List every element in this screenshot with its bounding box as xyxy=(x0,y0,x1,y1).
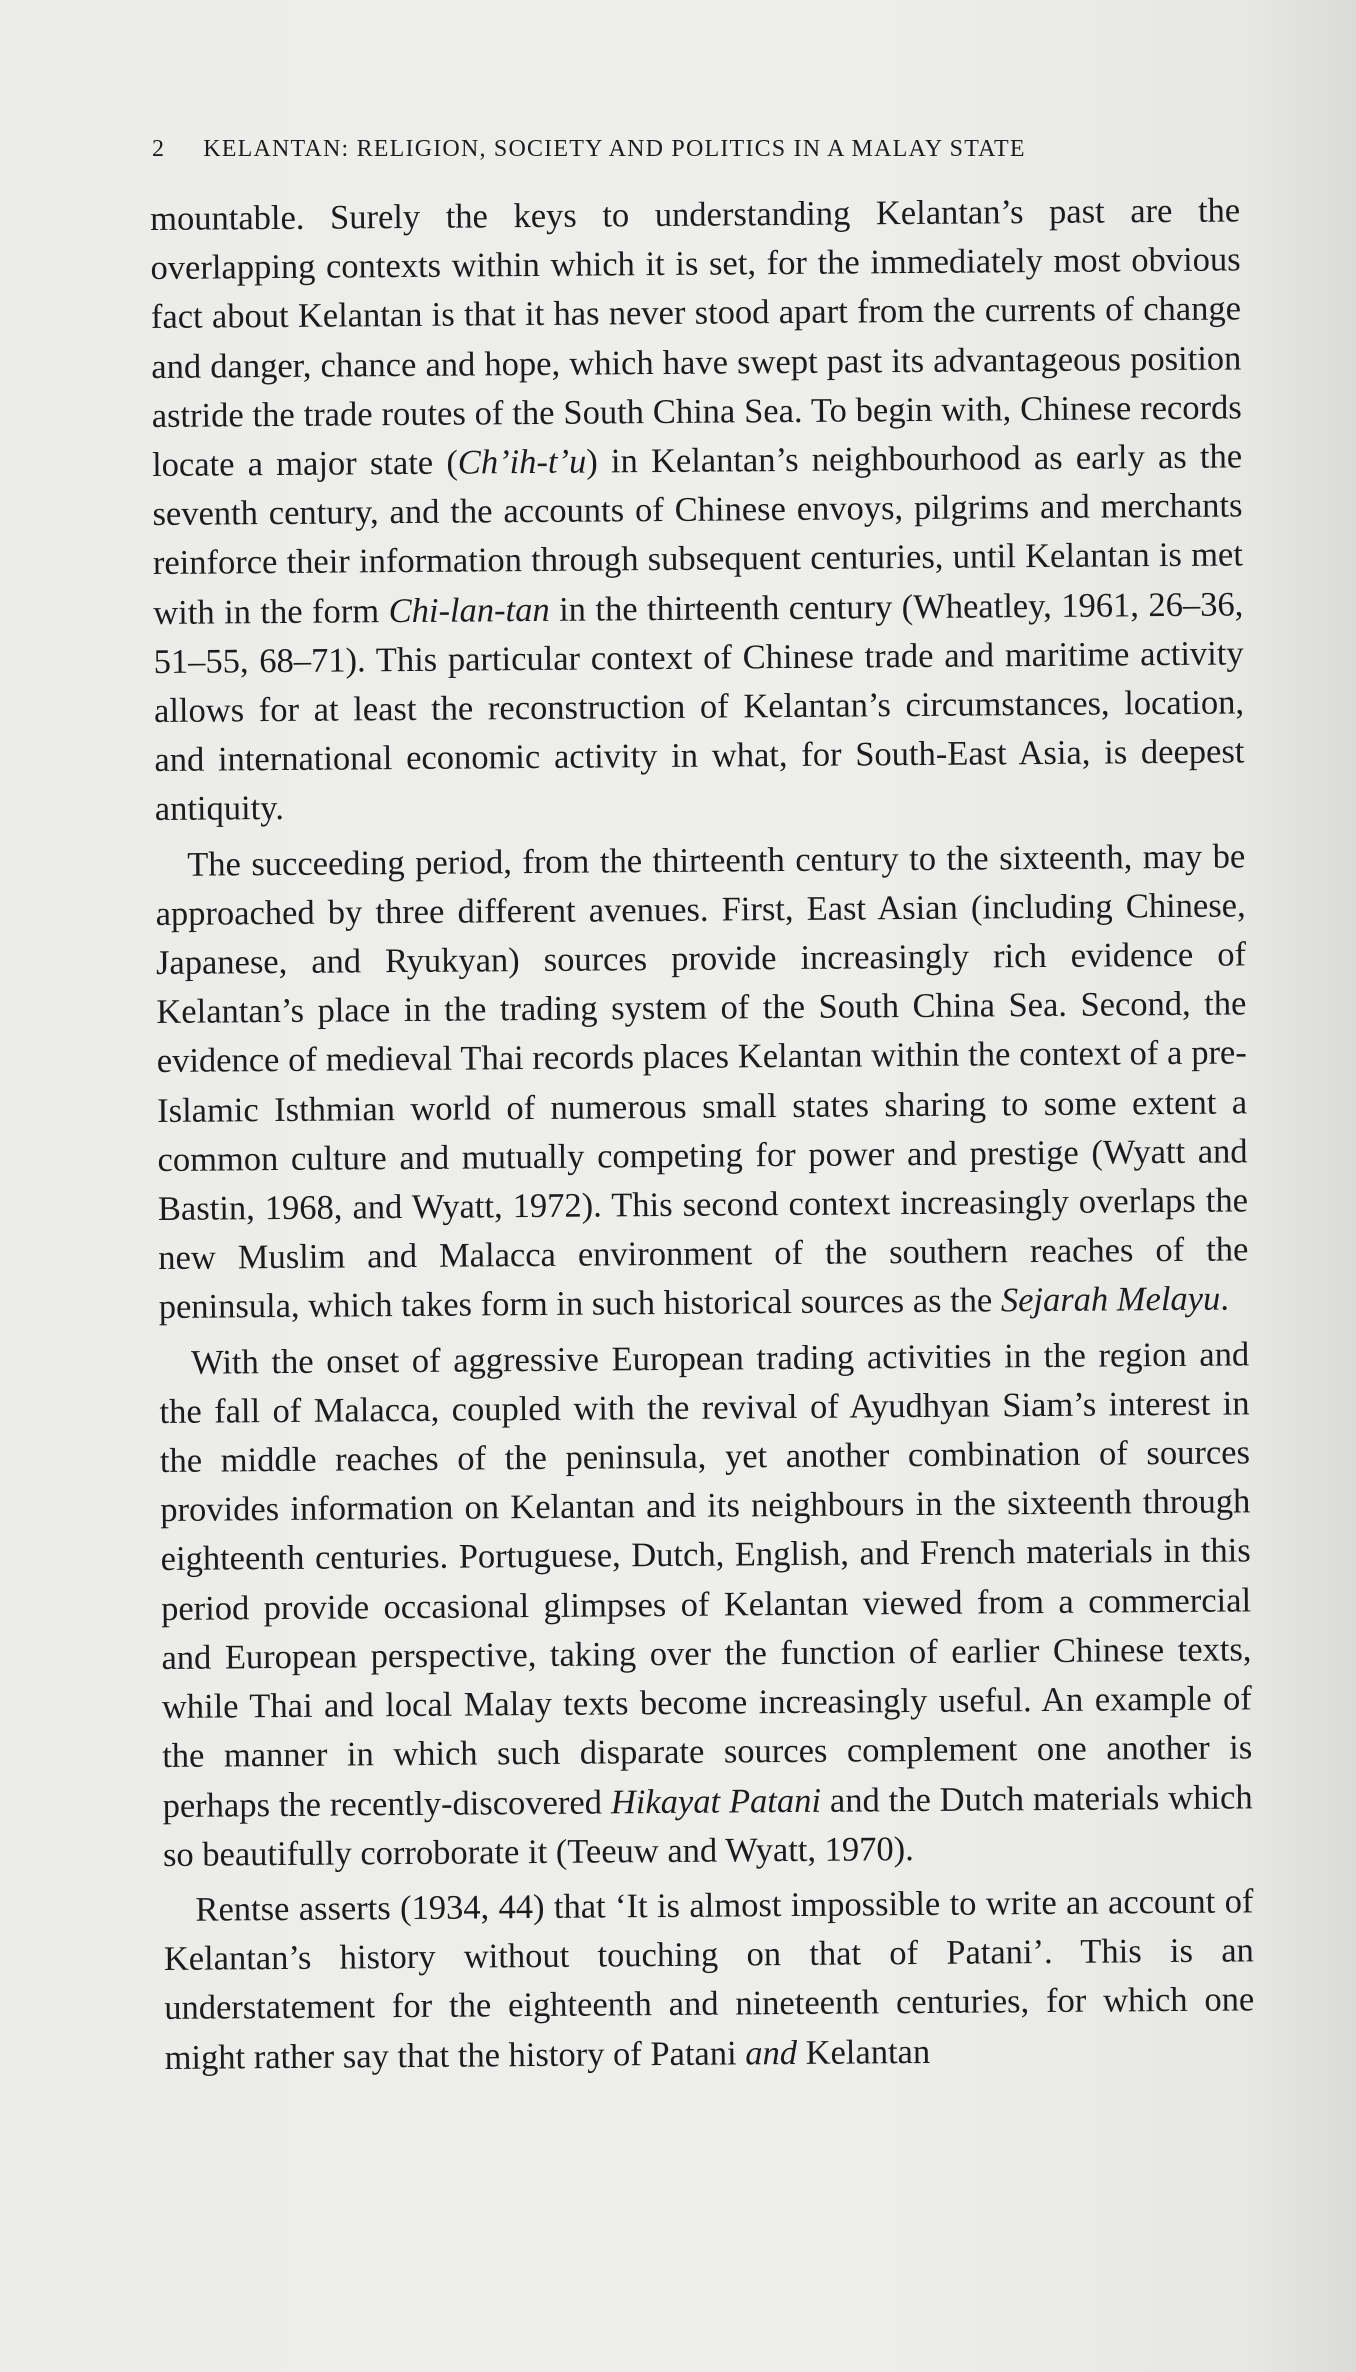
text-segment: in the thirteenth century (Wheatley, 1961, 26–36, 51–55, 68–71). This particular context of Chinese trade and maritime activity allows for at least the reconstruction of Kelantan’s circumstances, location, and international economic activity in what, for South-East Asia, is deepest antiquity. xyxy=(153,585,1245,829)
body-text xyxy=(150,186,1255,2082)
paragraph-2 xyxy=(155,832,1249,1333)
paragraph-1 xyxy=(150,186,1245,834)
italic-term: and xyxy=(745,2033,798,2072)
text-segment: ) in Kelantan’s neighbourhood as early as the seventh century, and the accounts of Chinese envoys, pilgrims and merchants reinforce their information through subsequent centuries, until Kelantan is met with in the form xyxy=(152,437,1244,632)
text-segment: With the onset of aggressive European trading activities in the region and the fall of Malacca, coupled with the revival of Ayudhyan Siam’s interest in the middle reaches of the peninsula, yet another combination of sources provides information on Kelantan and its neighbours in the sixteenth through eighteenth centuries. Portuguese, Dutch, English, and French materials in this period provide occasional glimpses of Kelantan viewed from a commercial and European perspective, taking over the function of earlier Chinese texts, while Thai and local Malay texts become increasingly useful. An example of the manner in which such disparate sources complement one another is perhaps the recently-discovered xyxy=(159,1335,1253,1825)
page-number: 2 xyxy=(152,136,164,162)
running-title: KELANTAN: RELIGION, SOCIETY AND POLITICS IN A MALAY STATE xyxy=(203,136,1026,162)
italic-term: Chi-lan-tan xyxy=(388,590,550,630)
italic-term: Ch’ih-t’u xyxy=(457,442,587,482)
text-segment: Kelantan xyxy=(796,2032,931,2072)
italic-term: Sejarah Melayu xyxy=(1000,1280,1221,1320)
italic-term: Hikayat Patani xyxy=(610,1781,822,1821)
text-segment: Rentse asserts (1934, 44) that ‘It is almost impossible to write an account of Kelantan’s history without touching on that of Patani’. This is an understatement for the eighteenth and nineteenth centuries, for which one might rather say that the history of Patani xyxy=(163,1882,1255,2077)
paragraph-4 xyxy=(163,1877,1255,2082)
text-segment: The succeeding period, from the thirteenth century to the sixteenth, may be approached by three different avenues. First, East Asian (including Chinese, Japanese, and Ryukyan) sources provide increasingly rich evidence of Kelantan’s place in the trading system of the South China Sea. Second, the evidence of medieval Thai records places Kelantan within the context of a pre-Islamic Isthmian world of numerous small states sharing to some extent a common culture and mutually competing for power and prestige (Wyatt and Bastin, 1968, and Wyatt, 1972). This second context increasingly overlaps the new Muslim and Malacca environment of the southern reaches of the peninsula, which takes form in such historical sources as the xyxy=(155,837,1249,1327)
text-segment: and the Dutch materials which so beautifully corroborate it (Teeuw and Wyatt, 1970). xyxy=(162,1777,1253,1874)
text-segment: mountable. Surely the keys to understanding Kelantan’s past are the overlapping contexts within which it is set, for the immediately most obvious fact about Kelantan is that it has never stood apart from the currents of change and danger, chance and hope, which have swept past its advantageous position astride the trade routes of the South China Sea. To begin with, Chinese records locate a major state ( xyxy=(150,191,1242,485)
paragraph-3 xyxy=(159,1330,1253,1880)
text-segment: . xyxy=(1220,1280,1230,1319)
running-header xyxy=(152,136,1232,163)
